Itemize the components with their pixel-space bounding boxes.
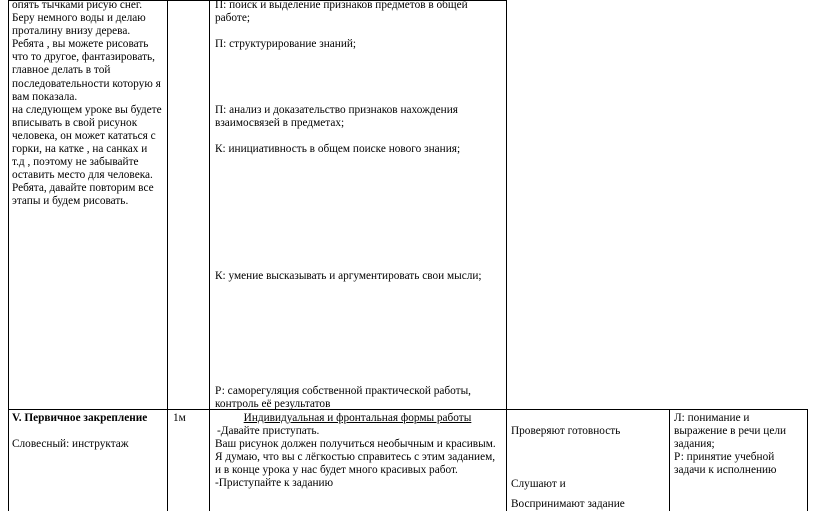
- text-line: задачи к исполнению: [674, 464, 777, 477]
- text-line: Л: понимание и: [674, 412, 750, 424]
- text-line: работе;: [215, 12, 250, 25]
- text-line: К: умение высказывать и аргументировать свои мысли;: [215, 270, 482, 282]
- text-line: опять тычками рисую снег.: [12, 0, 143, 11]
- text-line: оставить место для человека.: [12, 169, 153, 182]
- text-line: Слушают и: [511, 478, 566, 490]
- text-line: Ребята , вы можете рисовать: [12, 38, 149, 51]
- forms-heading-text: Индивидуальная и фронтальная формы работы: [243, 412, 472, 424]
- text-line: выражение в речи цели: [674, 425, 787, 438]
- uud-cognitive-3: [215, 104, 458, 130]
- text-line: задания;: [674, 438, 715, 451]
- time-cell: [173, 412, 186, 425]
- uud-regulatory: [215, 385, 471, 411]
- text-line: К: инициативность в общем поиске нового знания;: [215, 143, 461, 155]
- column-divider: [506, 0, 507, 511]
- teacher-instructions: [215, 425, 496, 490]
- text-line: контроль её результатов: [215, 398, 331, 411]
- table-left-border: [8, 0, 9, 511]
- text-line: горки, на катке , на санках и: [12, 143, 148, 156]
- text-line: Ваш рисунок должен получиться необычным и красивым.: [215, 438, 496, 451]
- uud-communicative-1: [215, 143, 460, 156]
- table-right-border: [807, 409, 808, 511]
- text-line: Проверяют готовность: [511, 425, 621, 437]
- text-line: взаимосвязей в предметах;: [215, 117, 345, 130]
- column-divider: [209, 0, 210, 511]
- column-divider: [669, 409, 670, 511]
- text-line: вам показала.: [12, 90, 78, 103]
- text-line: -Давайте приступать.: [217, 425, 320, 437]
- column-divider: [167, 0, 168, 511]
- text-line: что то другое, фантазировать,: [12, 51, 155, 64]
- text-line: вписывать в свой рисунок: [12, 116, 138, 129]
- text-line: Р: саморегуляция собственной практической работы,: [215, 385, 471, 397]
- teacher-activity-text: [12, 0, 162, 209]
- uud-communicative-2: [215, 270, 482, 283]
- text-line: на следующем уроке вы будете: [12, 103, 162, 116]
- uud-cognitive-1: [215, 0, 468, 25]
- text-line: Р: принятие учебной: [674, 451, 775, 464]
- text-line: т.д , поэтому не забывайте: [12, 156, 139, 169]
- students-activity-3: [511, 498, 625, 511]
- text-line: Беру немного воды и делаю: [12, 12, 146, 25]
- text-line: П: поиск и выделение признаков предметов в общей: [215, 0, 468, 11]
- students-activity-1: [511, 425, 620, 438]
- text-line: Ребята, давайте повторим все: [12, 182, 154, 195]
- students-activity-2: [511, 478, 566, 491]
- text-line: главное делать в той: [12, 64, 111, 77]
- uud-cognitive-2: [215, 38, 356, 51]
- text-line: П: структурирование знаний;: [215, 38, 357, 50]
- forms-heading: [209, 412, 506, 425]
- stage-title: V. Первичное закрепление: [12, 412, 148, 424]
- text-line: этапы и будем рисовать.: [12, 195, 129, 208]
- uud-personal-regulatory: [674, 412, 786, 477]
- text-line: и в конце урока у нас будет много красивых работ.: [215, 464, 458, 477]
- text-line: последовательности которую я: [12, 77, 161, 90]
- text-line: Воспринимают задание: [511, 498, 625, 510]
- stage-method: Словесный: инструктаж: [12, 438, 129, 451]
- stage-time: 1м: [173, 412, 186, 424]
- text-line: человека, он может кататься с: [12, 129, 156, 142]
- text-line: Я думаю, что вы с лёгкостью справитесь с этим заданием,: [215, 451, 496, 464]
- text-line: проталину внизу дерева.: [12, 25, 131, 38]
- text-line: П: анализ и доказательство признаков нахождения: [215, 104, 458, 116]
- stage-cell: [12, 412, 147, 451]
- text-line: -Приступайте к заданию: [215, 477, 334, 490]
